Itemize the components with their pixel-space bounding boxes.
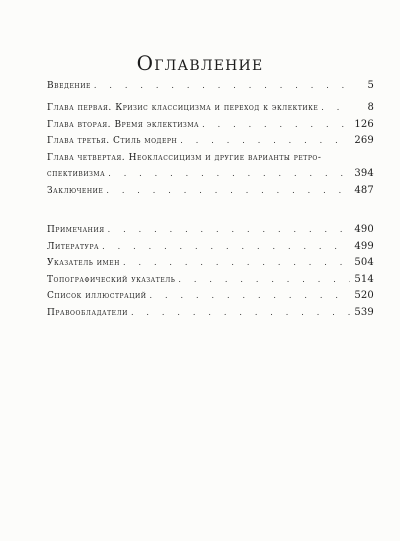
- toc-entry-chapter-1: [47, 100, 374, 117]
- toc-entry-name-index: [47, 255, 374, 272]
- toc-entry-conclusion: [47, 183, 374, 200]
- toc-entry-page: 504: [350, 255, 374, 272]
- toc-entry-page: 5: [352, 78, 374, 95]
- toc-entry-label: Глава первая. Кризис классицизма и переход к эклектике: [47, 100, 321, 117]
- dot-leader: [108, 222, 351, 239]
- toc-entry-copyright-holders: [47, 305, 374, 322]
- toc-entry-introduction: [47, 78, 374, 95]
- toc-entry-page: 394: [350, 166, 374, 183]
- toc-entry-page: 126: [350, 117, 374, 134]
- toc-entry-line-2: [47, 166, 374, 183]
- toc-entry-label: Заключение: [47, 183, 106, 200]
- toc-entry-notes: [47, 222, 374, 239]
- toc-entry-label: Глава третья. Стиль модерн: [47, 133, 180, 150]
- toc-entry-literature: [47, 239, 374, 256]
- toc-entry-label-line-2: спективизма: [47, 166, 108, 183]
- dot-leader: [108, 166, 350, 183]
- dot-leader: [321, 100, 352, 117]
- toc-entry-page: 514: [350, 272, 374, 289]
- toc-entry-label: Топографический указатель: [47, 272, 178, 289]
- toc-entry-label: Литература: [47, 239, 102, 256]
- toc-entry-chapter-4: [47, 150, 374, 183]
- toc-entry-label-line-1: Глава четвертая. Неоклассицизм и другие варианты ретро-: [47, 152, 322, 163]
- dot-leader: [131, 305, 350, 322]
- dot-leader: [150, 288, 351, 305]
- dot-leader: [178, 272, 350, 289]
- toc-entry-page: 8: [352, 100, 374, 117]
- toc-entry-label: Введение: [47, 78, 94, 95]
- toc-entry-topographic-index: [47, 272, 374, 289]
- dot-leader: [94, 78, 352, 95]
- dot-leader: [123, 255, 350, 272]
- dot-leader: [102, 239, 350, 256]
- toc-entry-page: 520: [350, 288, 374, 305]
- toc-entry-chapter-2: [47, 117, 374, 134]
- toc-entry-page: 490: [350, 222, 374, 239]
- page-title: Оглавление: [136, 51, 264, 76]
- toc-entry-label: Глава вторая. Время эклектизма: [47, 117, 202, 134]
- toc-entry-label: Примечания: [47, 222, 108, 239]
- toc-section-chapters: [47, 100, 374, 200]
- toc-entry-chapter-3: [47, 133, 374, 150]
- toc-entry-label: Список иллюстраций: [47, 288, 150, 305]
- dot-leader: [180, 133, 350, 150]
- toc-entry-page: 539: [350, 305, 374, 322]
- dot-leader: [106, 183, 350, 200]
- toc-entry-page: 269: [350, 133, 374, 150]
- toc-entry-page: 499: [350, 239, 374, 256]
- toc-section-appendices: [47, 222, 374, 322]
- dot-leader: [202, 117, 350, 134]
- toc-entry-page: 487: [350, 183, 374, 200]
- toc-entry-illustrations-list: [47, 288, 374, 305]
- toc-entry-label: Указатель имен: [47, 255, 123, 272]
- toc-entry-label: Правообладатели: [47, 305, 131, 322]
- toc-section-introduction: [47, 78, 374, 95]
